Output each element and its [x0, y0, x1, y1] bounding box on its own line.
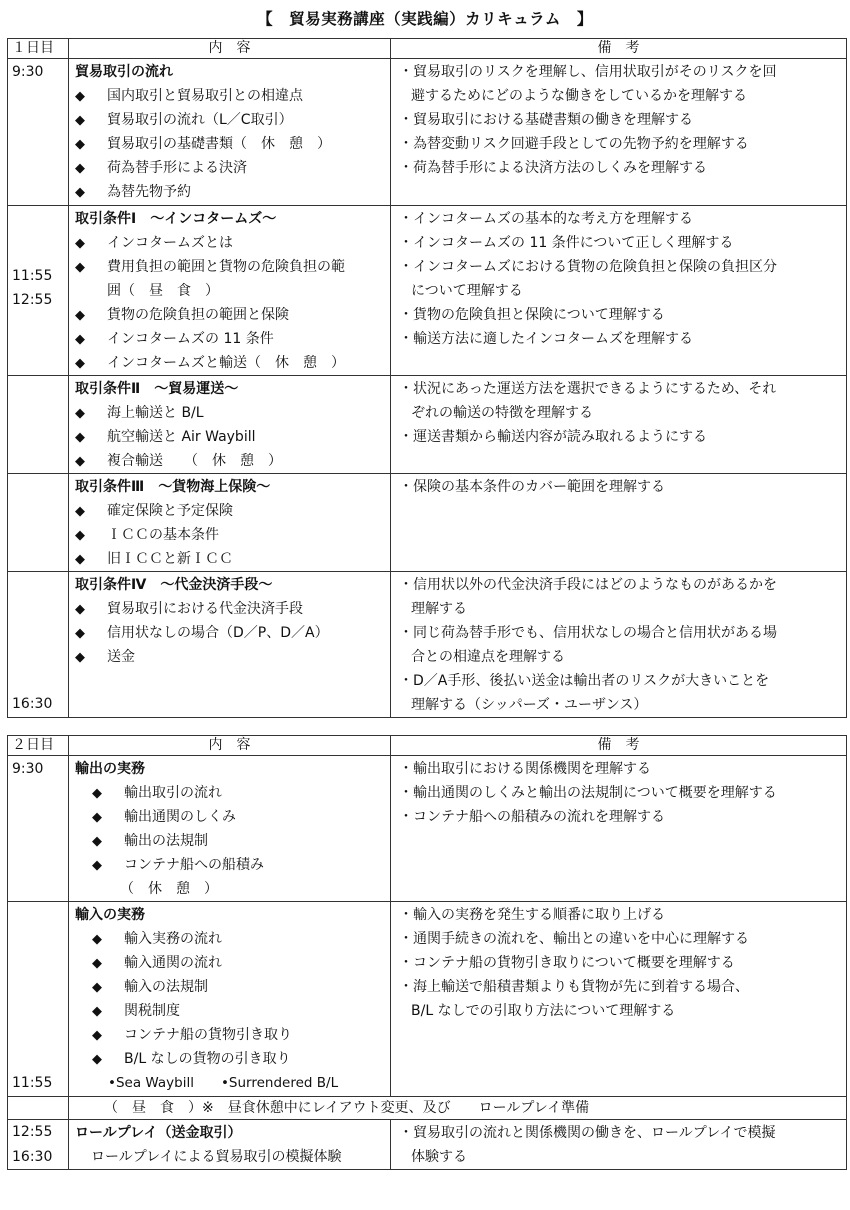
- session-subtitle: ロールプレイによる貿易取引の模擬体験: [91, 1149, 342, 1165]
- note-line: ・インコタームズの 11 条件について正しく理解する: [399, 235, 734, 251]
- break-label: （ 休 憩 ）: [120, 881, 218, 897]
- note-line: ・輸入の実務を発生する順番に取り上げる: [399, 907, 665, 923]
- day2-curriculum-table: [7, 735, 847, 1170]
- diamond-bullet-icon: ◆: [75, 552, 85, 567]
- day2-s1-time-cell: [8, 756, 69, 902]
- list-item: ◆ 為替先物予約: [75, 180, 386, 204]
- note-line: ・通関手続きの流れを、輸出との違いを中心に理解する: [399, 931, 749, 947]
- note-line: ・コンテナ船の貨物引き取りについて概要を理解する: [399, 955, 735, 971]
- diamond-bullet-icon: ◆: [92, 1052, 102, 1067]
- day1-s2-content-cell: [69, 206, 391, 376]
- list-item: ◆ 航空輸送と Air Waybill: [75, 425, 386, 449]
- session-title: 輸入の実務: [75, 907, 145, 923]
- diamond-bullet-icon: ◆: [75, 161, 85, 176]
- day1-session-row: [8, 59, 847, 206]
- day2-s2-content-cell: [69, 902, 391, 1097]
- diamond-bullet-icon: ◆: [92, 858, 102, 873]
- time-label: 12:55: [12, 292, 53, 308]
- day1-curriculum-table: [7, 38, 847, 718]
- day1-s4-notes-cell: [391, 474, 847, 572]
- note-line: ・D／A手形、後払い送金は輸出者のリスクが大きいことを: [399, 673, 770, 689]
- diamond-bullet-icon: ◆: [75, 89, 85, 104]
- diamond-bullet-icon: ◆: [92, 786, 102, 801]
- day2-s2-time-cell: [8, 902, 69, 1097]
- day2-roleplay-row: [8, 1120, 847, 1170]
- diamond-bullet-icon: ◆: [92, 810, 102, 825]
- page-title: 【 貿易実務講座（実践編）カリキュラム 】: [257, 10, 593, 28]
- session-title: 取引条件Ⅳ ～代金決済手段～: [75, 577, 273, 593]
- list-item: ◆ 貿易取引における代金決済手段: [75, 597, 386, 621]
- note-line: ・輸出取引における関係機関を理解する: [399, 761, 651, 777]
- note-line: ・海上輸送で船積書類よりも貨物が先に到着する場合、: [399, 979, 749, 995]
- day2-s1-content-cell: [69, 756, 391, 902]
- day1-s1-content-cell: [69, 59, 391, 206]
- list-item: ◆ B/L なしの貨物の引き取り: [75, 1047, 386, 1071]
- time-label: 11:55: [12, 1075, 53, 1091]
- day1-session-row: [8, 376, 847, 474]
- note-line: ぞれの輸送の特徴を理解する: [411, 405, 593, 421]
- day2-lunch-cell: [69, 1097, 847, 1120]
- day1-s1-time-cell: [8, 59, 69, 206]
- day2-session-row: [8, 902, 847, 1097]
- list-item: ◆ 貿易取引の流れ（L／C取引）: [75, 108, 386, 132]
- list-item: ◆ 貿易取引の基礎書類（ 休 憩 ）: [75, 132, 386, 156]
- day2-roleplay-notes-cell: [391, 1120, 847, 1170]
- note-line: ・輸送方法に適したインコタームズを理解する: [399, 331, 693, 347]
- note-line: ・状況にあった運送方法を選択できるようにするため、それ: [399, 381, 777, 397]
- diamond-bullet-icon: ◆: [92, 980, 102, 995]
- diamond-bullet-icon: ◆: [75, 308, 85, 323]
- note-line: 合との相違点を理解する: [411, 649, 565, 665]
- list-item: ◆ 貨物の危険負担の範囲と保険: [75, 303, 386, 327]
- diamond-bullet-icon: ◆: [75, 236, 85, 251]
- day1-s4-content-cell: [69, 474, 391, 572]
- list-item: ◆ 国内取引と貿易取引との相違点: [75, 84, 386, 108]
- diamond-bullet-icon: ◆: [75, 504, 85, 519]
- note-line: ・信用状以外の代金決済手段にはどのようなものがあるかを: [399, 577, 777, 593]
- day1-s3-content-cell: [69, 376, 391, 474]
- note-line: ・同じ荷為替手形でも、信用状なしの場合と信用状がある場: [399, 625, 777, 641]
- day2-header-row: [8, 736, 847, 756]
- note-line: 理解する（シッパーズ・ユーザンス）: [411, 697, 648, 713]
- list-item: ◆ 輸入通関の流れ: [75, 951, 386, 975]
- day2-roleplay-time-cell: [8, 1120, 69, 1170]
- note-line: ・貨物の危険負担と保険について理解する: [399, 307, 665, 323]
- day1-header-row: [8, 39, 847, 59]
- note-line: B/L なしでの引取り方法について理解する: [411, 1003, 676, 1019]
- day1-day-header: １日目: [8, 39, 69, 59]
- time-label: 9:30: [12, 64, 44, 80]
- time-label: 16:30: [12, 696, 53, 712]
- day1-session-row: [8, 474, 847, 572]
- note-line: ・保険の基本条件のカバー範囲を理解する: [399, 479, 665, 495]
- day1-s5-notes-cell: [391, 572, 847, 718]
- diamond-bullet-icon: ◆: [92, 1028, 102, 1043]
- list-item: ◆ インコタームズと輸送（ 休 憩 ）: [75, 351, 386, 375]
- note-line: ・貿易取引のリスクを理解し、信用状取引がそのリスクを回: [399, 64, 777, 80]
- day1-content-header: 内 容: [69, 39, 391, 59]
- list-item: ◆ 複合輸送 （ 休 憩 ）: [75, 449, 386, 473]
- time-label: 16:30: [12, 1149, 53, 1165]
- time-label: 12:55: [12, 1124, 53, 1140]
- diamond-bullet-icon: ◆: [75, 113, 85, 128]
- note-line: ・荷為替手形による決済方法のしくみを理解する: [399, 160, 707, 176]
- list-item: ◆ インコタームズとは: [75, 231, 386, 255]
- list-item: ◆ 旧ＩＣＣと新ＩＣＣ: [75, 547, 386, 571]
- time-label: 9:30: [12, 761, 44, 777]
- note-line: ・輸出通関のしくみと輸出の法規制について概要を理解する: [399, 785, 777, 801]
- note-line: について理解する: [411, 283, 523, 299]
- note-line: 体験する: [411, 1149, 467, 1165]
- list-item: ◆ 輸出通関のしくみ: [75, 805, 386, 829]
- list-item: ◆ 関税制度: [75, 999, 386, 1023]
- note-line: ・運送書類から輸送内容が読み取れるようにする: [399, 429, 707, 445]
- day1-s1-notes-cell: [391, 59, 847, 206]
- diamond-bullet-icon: ◆: [75, 430, 85, 445]
- waybill-types: •Sea Waybill •Surrendered B/L: [108, 1075, 339, 1091]
- list-item: ◆ 送金: [75, 645, 386, 669]
- diamond-bullet-icon: ◆: [92, 932, 102, 947]
- diamond-bullet-icon: ◆: [75, 185, 85, 200]
- time-label: 11:55: [12, 268, 53, 284]
- day1-notes-header: 備 考: [391, 39, 847, 59]
- list-item: ◆ 費用負担の範囲と貨物の危険負担の範: [75, 255, 386, 279]
- day1-session-row: [8, 206, 847, 376]
- note-line: ・貿易取引における基礎書類の働きを理解する: [399, 112, 693, 128]
- list-item: ◆ 確定保険と予定保険: [75, 499, 386, 523]
- note-line: ・コンテナ船への船積みの流れを理解する: [399, 809, 665, 825]
- note-line: 理解する: [411, 601, 467, 617]
- list-item: ◆ コンテナ船への船積み: [75, 853, 386, 877]
- session-title: 取引条件Ⅲ ～貨物海上保険～: [75, 479, 271, 495]
- diamond-bullet-icon: ◆: [92, 834, 102, 849]
- day1-s5-time-cell: [8, 572, 69, 718]
- day1-s2-notes-cell: [391, 206, 847, 376]
- list-item: ◆ インコタームズの 11 条件: [75, 327, 386, 351]
- list-item: ◆ 海上輸送と B/L: [75, 401, 386, 425]
- day2-roleplay-content-cell: [69, 1120, 391, 1170]
- day1-s2-time-cell: [8, 206, 69, 376]
- list-item: ◆ 輸出取引の流れ: [75, 781, 386, 805]
- list-item: ◆ 信用状なしの場合（D／P、D／A）: [75, 621, 386, 645]
- diamond-bullet-icon: ◆: [75, 602, 85, 617]
- note-line: 避するためにどのような働きをしているかを理解する: [411, 88, 747, 104]
- note-line: ・インコタームズの基本的な考え方を理解する: [399, 211, 693, 227]
- day2-day-header: ２日目: [8, 736, 69, 756]
- day1-s4-time-cell: [8, 474, 69, 572]
- list-item: ◆ 輸出の法規制: [75, 829, 386, 853]
- diamond-bullet-icon: ◆: [75, 406, 85, 421]
- session-title: ロールプレイ（送金取引）: [75, 1125, 242, 1141]
- lunch-note: （ 昼 食 ）※ 昼食休憩中にレイアウト変更、及び ロールプレイ準備: [104, 1100, 590, 1116]
- day2-session-row: [8, 756, 847, 902]
- day2-lunch-time-cell: [8, 1097, 69, 1120]
- list-item: ◆ 荷為替手形による決済: [75, 156, 386, 180]
- diamond-bullet-icon: ◆: [92, 956, 102, 971]
- list-item: ◆ 輸入実務の流れ: [75, 927, 386, 951]
- day2-content-header: 内 容: [69, 736, 391, 756]
- list-item: ◆ 輸入の法規制: [75, 975, 386, 999]
- day2-s2-notes-cell: [391, 902, 847, 1097]
- diamond-bullet-icon: ◆: [75, 650, 85, 665]
- session-title: 取引条件Ⅱ ～貿易運送～: [75, 381, 239, 397]
- session-title: 取引条件Ⅰ ～インコタームズ～: [75, 211, 277, 227]
- diamond-bullet-icon: ◆: [75, 626, 85, 641]
- day2-s1-notes-cell: [391, 756, 847, 902]
- diamond-bullet-icon: ◆: [75, 528, 85, 543]
- day1-s5-content-cell: [69, 572, 391, 718]
- day1-s3-time-cell: [8, 376, 69, 474]
- note-line: ・インコタームズにおける貨物の危険負担と保険の負担区分: [399, 259, 777, 275]
- session-title: 輸出の実務: [75, 761, 145, 777]
- list-item: ◆ コンテナ船の貨物引き取り: [75, 1023, 386, 1047]
- list-item-continuation: 囲（ 昼 食 ）: [107, 283, 219, 299]
- diamond-bullet-icon: ◆: [75, 356, 85, 371]
- day2-notes-header: 備 考: [391, 736, 847, 756]
- note-line: ・貿易取引の流れと関係機関の働きを、ロールプレイで模擬: [399, 1125, 776, 1141]
- diamond-bullet-icon: ◆: [92, 1004, 102, 1019]
- diamond-bullet-icon: ◆: [75, 260, 85, 275]
- session-title: 貿易取引の流れ: [75, 64, 173, 80]
- diamond-bullet-icon: ◆: [75, 332, 85, 347]
- note-line: ・為替変動リスク回避手段としての先物予約を理解する: [399, 136, 749, 152]
- day1-s3-notes-cell: [391, 376, 847, 474]
- diamond-bullet-icon: ◆: [75, 454, 85, 469]
- diamond-bullet-icon: ◆: [75, 137, 85, 152]
- day2-lunch-row: [8, 1097, 847, 1120]
- list-item: ◆ ＩＣＣの基本条件: [75, 523, 386, 547]
- day1-session-row: [8, 572, 847, 718]
